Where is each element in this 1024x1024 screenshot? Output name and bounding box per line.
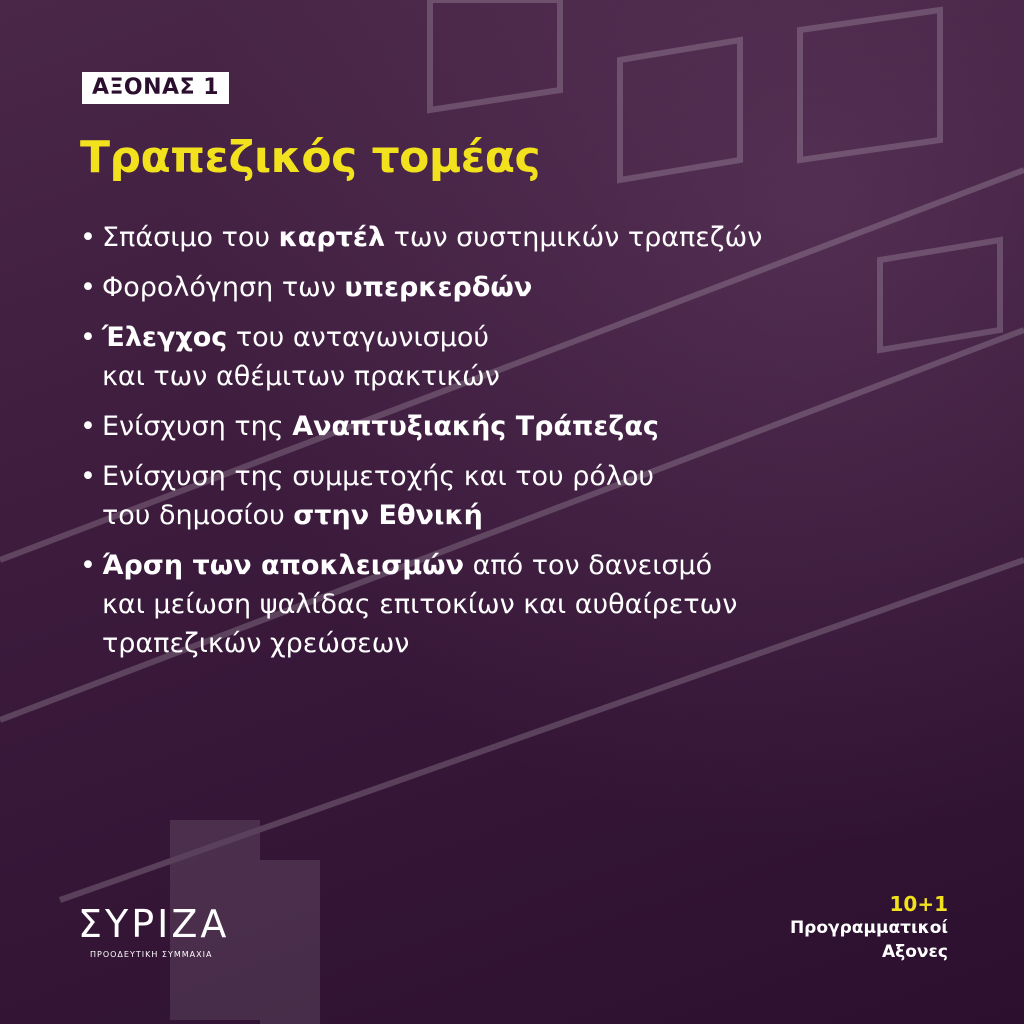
list-item-line [102, 407, 950, 446]
emphasis-text: στην Εθνική [293, 500, 483, 531]
item-text: και μείωση ψαλίδας επιτοκίων και αυθαίρετων [102, 589, 738, 620]
emphasis-text: Αναπτυξιακής Τράπεζας [292, 411, 659, 442]
bullet-icon: • [80, 411, 96, 442]
emphasis-text: Άρση των αποκλεισμών [102, 550, 465, 581]
page-title: Τραπεζικός τομέας [80, 132, 541, 183]
item-text: από τον δανεισμό [464, 550, 713, 581]
item-text: του δημοσίου [102, 500, 294, 531]
bullet-icon: • [80, 322, 96, 353]
list-item-line [102, 218, 950, 257]
item-text: Ενίσχυση της [102, 411, 293, 442]
item-text: Σπάσιμο του [102, 222, 279, 253]
bullet-icon: • [80, 222, 96, 253]
list-item [80, 268, 950, 307]
program-axes-label [790, 892, 948, 964]
axes-line-1: Προγραμματικοί [789, 918, 948, 938]
syriza-logo [78, 904, 229, 959]
bullet-icon: • [80, 272, 96, 303]
item-text: Ενίσχυση της συμμετοχής και του ρόλου [102, 461, 654, 492]
list-item-line [102, 546, 950, 585]
list-item-line [102, 457, 950, 496]
list-item [80, 457, 950, 535]
list-item-line [102, 318, 950, 357]
list-item-line [102, 357, 950, 396]
list-item [80, 546, 950, 663]
logo-wordmark: ΣΥΡΙΖΑ [78, 902, 230, 946]
list-item [80, 318, 950, 396]
item-text: των συστημικών τραπεζών [385, 222, 763, 253]
item-text: και των αθέμιτων πρακτικών [102, 361, 500, 392]
bullet-icon: • [80, 550, 96, 581]
emphasis-text: υπερκερδών [344, 272, 533, 303]
item-text: του ανταγωνισμού [227, 322, 490, 353]
emphasis-text: καρτέλ [278, 222, 386, 253]
policy-list [80, 218, 950, 674]
bullet-icon: • [80, 461, 96, 492]
list-item-line [102, 496, 950, 535]
axes-line-2: Αξονες [882, 942, 948, 962]
list-item [80, 218, 950, 257]
item-text: Φορολόγηση των [102, 272, 345, 303]
list-item-line [102, 624, 950, 663]
axis-badge: ΑΞΟΝΑΣ 1 [82, 72, 229, 104]
list-item-line [102, 585, 950, 624]
list-item [80, 407, 950, 446]
list-item-line [102, 268, 950, 307]
emphasis-text: Έλεγχος [102, 322, 228, 353]
logo-subtitle: ΠΡΟΟΔΕΥΤΙΚΗ ΣΥΜΜΑΧΙΑ [90, 950, 213, 959]
item-text: τραπεζικών χρεώσεων [102, 628, 410, 659]
axes-count: 10+1 [889, 892, 948, 916]
